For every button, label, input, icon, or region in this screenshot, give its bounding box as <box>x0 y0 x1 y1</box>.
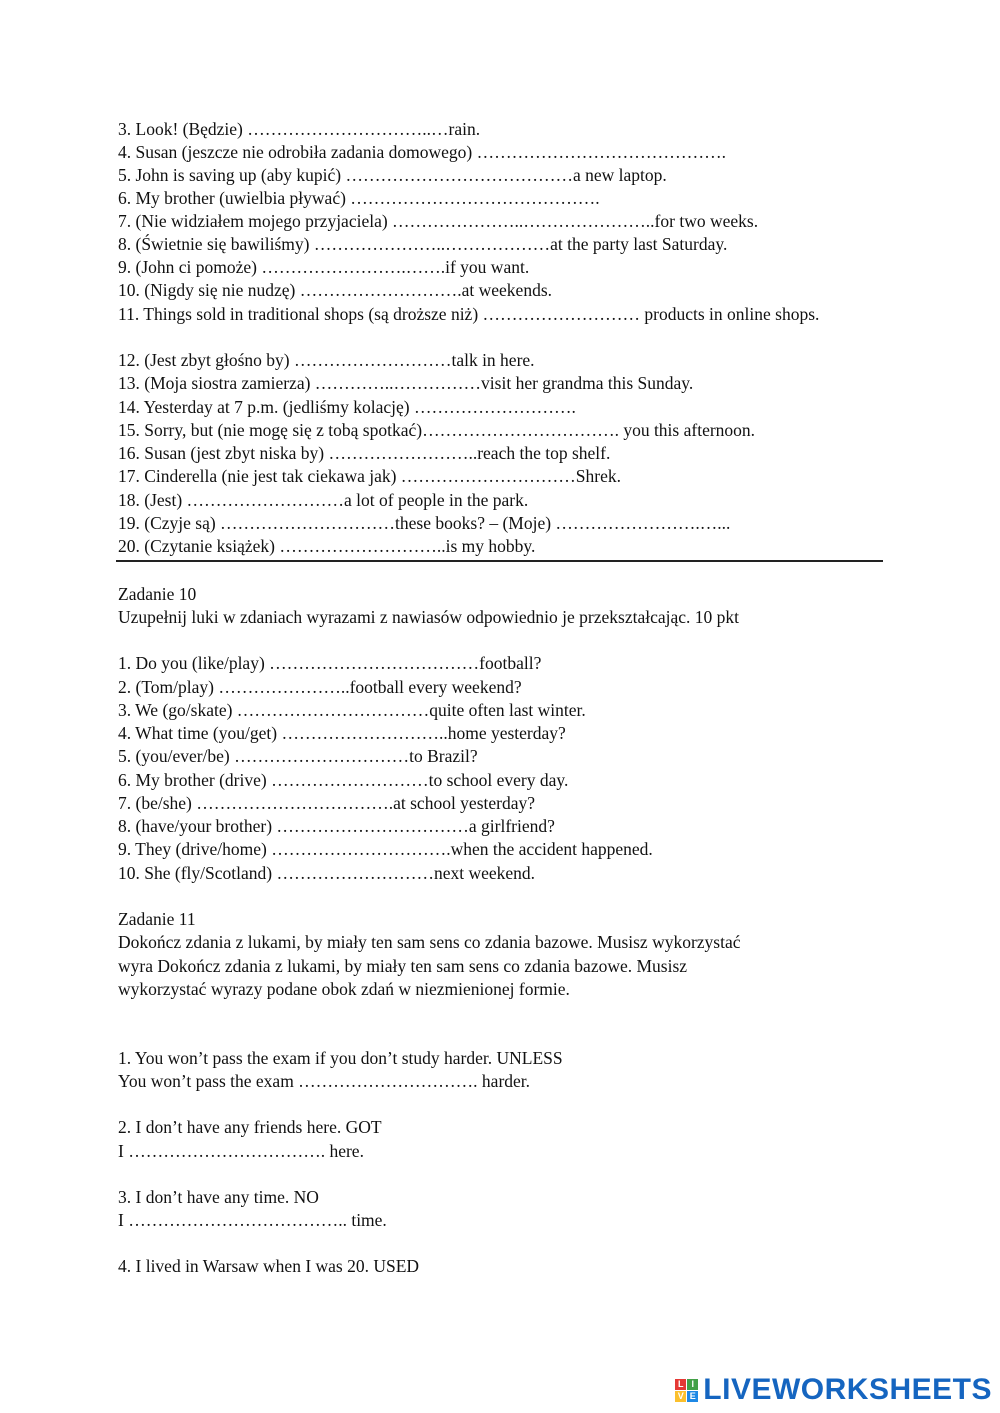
list-item: 16. Susan (jest zbyt niska by) ……………………..reach the top shelf. <box>118 443 611 463</box>
list-item: 15. Sorry, but (nie mogę się z tobą spotkać)……………………………. you this afternoon. <box>118 420 756 440</box>
logo-letter: L <box>675 1379 686 1390</box>
list-item: 8. (Świetnie się bawiliśmy) …………………..………………at the party last Saturday. <box>118 234 728 254</box>
list-item: 20. (Czytanie książek) ………………………..is my hobby. <box>118 536 536 556</box>
list-item: 4. Susan (jeszcze nie odrobiła zadania domowego) ……………………………………. <box>118 142 726 162</box>
base-sentence: 4. I lived in Warsaw when I was 20. USED <box>118 1256 420 1276</box>
list-item: 14. Yesterday at 7 p.m. (jedliśmy kolację) ………………………. <box>118 397 576 417</box>
list-item: 6. My brother (uwielbia pływać) ……………………………………. <box>118 188 600 208</box>
answer-sentence: I ……………………………….. time. <box>118 1210 387 1230</box>
list-item: 10. (Nigdy się nie nudzę) ……………………….at weekends. <box>118 280 553 300</box>
base-sentence: 2. I don’t have any friends here. GOT <box>118 1117 382 1137</box>
list-item: 11. Things sold in traditional shops (są droższe niż) ……………………… products in online shops. <box>118 304 820 324</box>
section-instruction-line: wyra Dokończ zdania z lukami, by miały ten sam sens co zdania bazowe. Musisz <box>118 956 688 976</box>
answer-sentence: I ……………………………. here. <box>118 1141 364 1161</box>
list-item: 4. What time (you/get) ………………………..home yesterday? <box>118 723 566 743</box>
logo-letter: E <box>687 1391 698 1402</box>
section-divider <box>116 560 883 562</box>
list-item: 7. (be/she) …………………………….at school yesterday? <box>118 793 536 813</box>
list-item: 9. (John ci pomoże) …………………….…….if you want. <box>118 257 530 277</box>
list-item: 10. She (fly/Scotland) ………………………next weekend. <box>118 863 536 883</box>
list-item: 6. My brother (drive) ………………………to school every day. <box>118 770 569 790</box>
list-item: 1. Do you (like/play) ………………………………football? <box>118 653 542 673</box>
list-item: 3. We (go/skate) ……………………………quite often last winter. <box>118 700 586 720</box>
list-item: 18. (Jest) ………………………a lot of people in the park. <box>118 490 529 510</box>
section-instruction-line: wykorzystać wyrazy podane obok zdań w niezmienionej formie. <box>118 979 570 999</box>
list-item: 9. They (drive/home) ………………………….when the accident happened. <box>118 839 653 859</box>
section-instruction-line: Dokończ zdania z lukami, by miały ten sam sens co zdania bazowe. Musisz wykorzystać <box>118 932 741 952</box>
list-item: 3. Look! (Będzie) …………………………..…rain. <box>118 119 481 139</box>
brand-name: LIVEWORKSHEETS <box>703 1373 992 1406</box>
section-title: Zadanie 11 <box>118 909 196 929</box>
logo-letter: V <box>675 1391 686 1402</box>
list-item: 8. (have/your brother) ……………………………a girlfriend? <box>118 816 555 836</box>
list-item: 7. (Nie widziałem mojego przyjaciela) …………………..…………………..for two weeks. <box>118 211 759 231</box>
logo-letter: I <box>687 1379 698 1390</box>
list-item: 5. John is saving up (aby kupić) …………………………………a new laptop. <box>118 165 667 185</box>
list-item: 2. (Tom/play) …………………..football every weekend? <box>118 677 522 697</box>
base-sentence: 1. You won’t pass the exam if you don’t study harder. UNLESS <box>118 1048 563 1068</box>
list-item: 5. (you/ever/be) …………………………to Brazil? <box>118 746 478 766</box>
section-title: Zadanie 10 <box>118 584 197 604</box>
base-sentence: 3. I don’t have any time. NO <box>118 1187 319 1207</box>
list-item: 13. (Moja siostra zamierza) …………..……………visit her grandma this Sunday. <box>118 373 694 393</box>
list-item: 19. (Czyje są) …………………………these books? – (Moje) …………………….…... <box>118 513 731 533</box>
answer-sentence: You won’t pass the exam …………………………. harder. <box>118 1071 531 1091</box>
list-item: 12. (Jest zbyt głośno by) ………………………talk in here. <box>118 350 535 370</box>
section-instruction: Uzupełnij luki w zdaniach wyrazami z nawiasów odpowiednio je przekształcając. 10 pkt <box>118 607 740 627</box>
logo-icon <box>675 1379 698 1402</box>
list-item: 17. Cinderella (nie jest tak ciekawa jak) …………………………Shrek. <box>118 466 622 486</box>
liveworksheets-logo[interactable] <box>675 1373 992 1407</box>
